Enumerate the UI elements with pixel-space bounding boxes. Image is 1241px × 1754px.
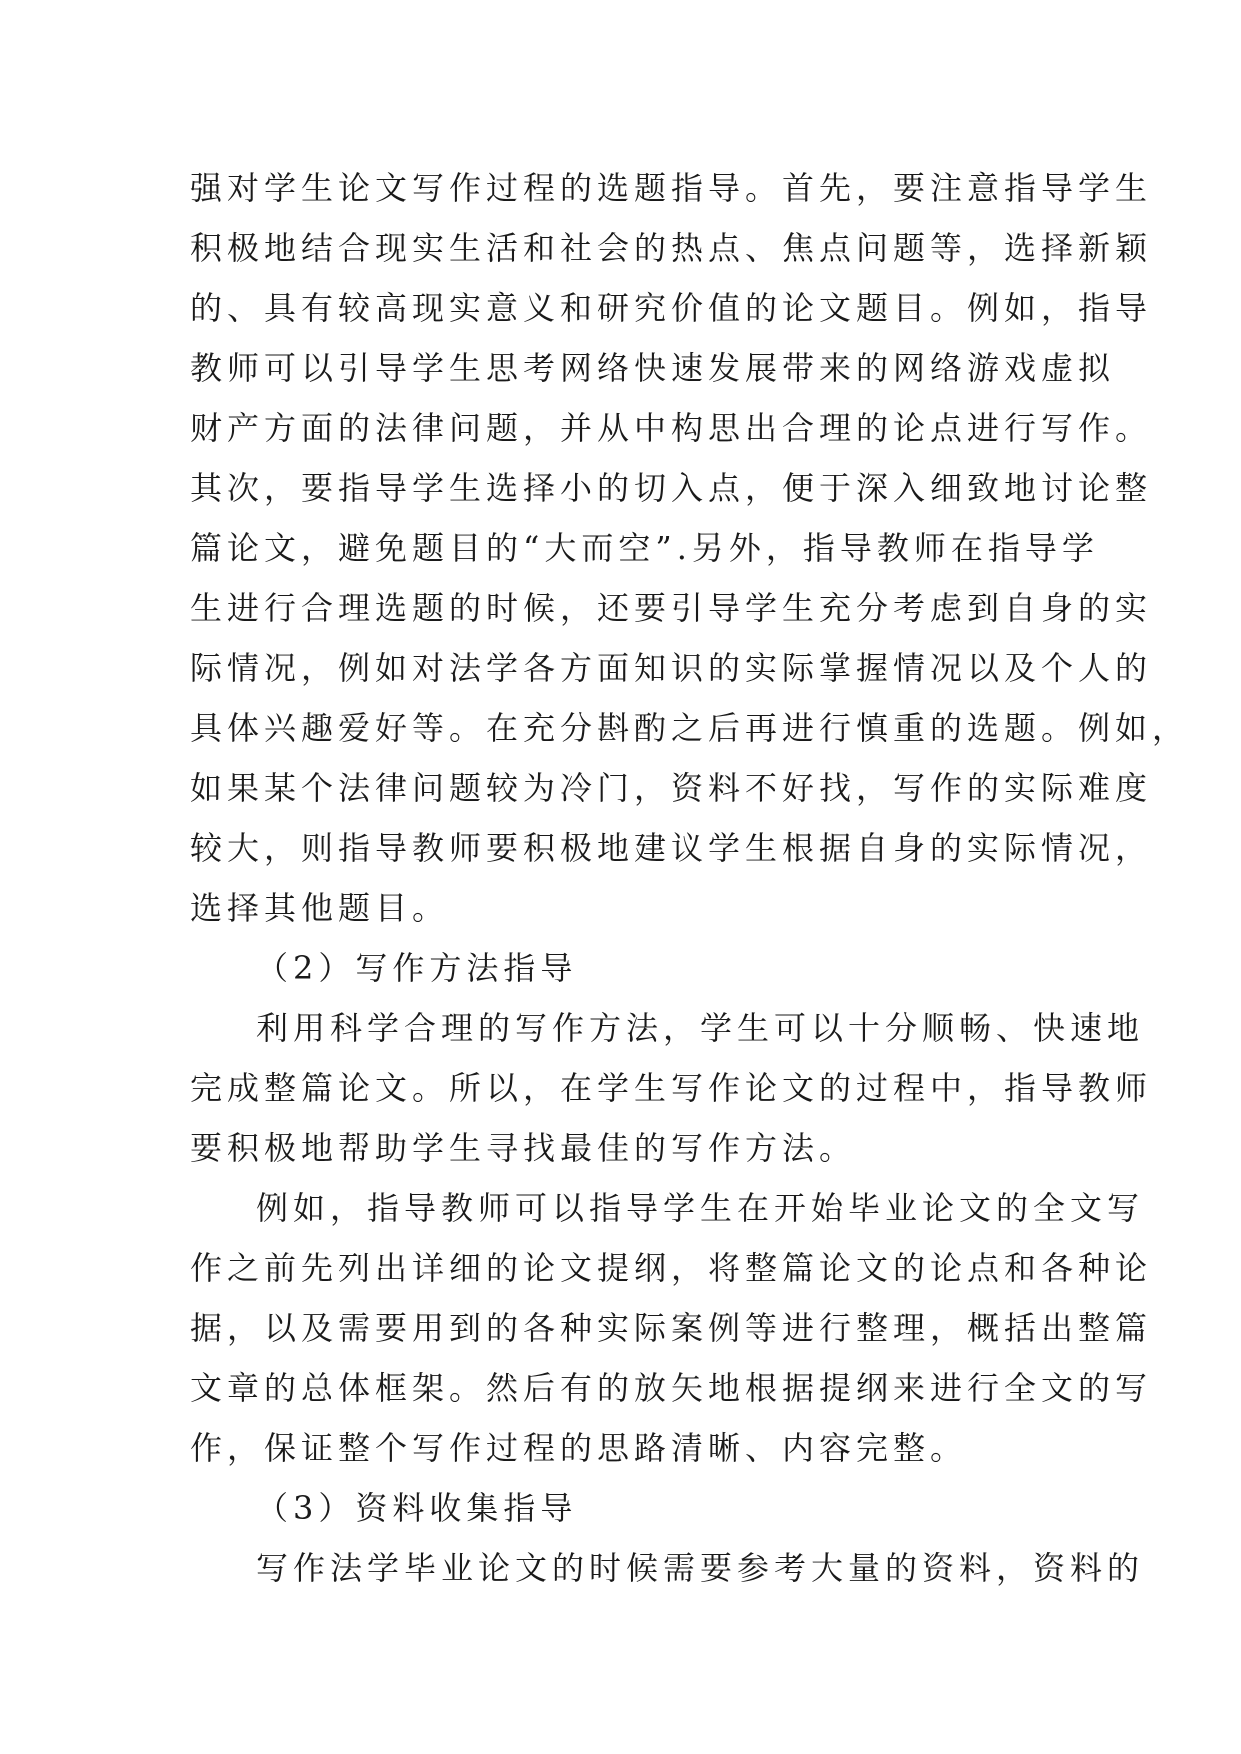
text-line: 如果某个法律问题较为冷门，资料不好找，写作的实际难度	[190, 769, 1153, 807]
body-text	[190, 158, 1190, 1598]
text-line: 生进行合理选题的时候，还要引导学生充分考虑到自身的实	[190, 589, 1153, 627]
text-line: 篇论文，避免题目的“大而空”.另外，指导教师在指导学	[190, 529, 1099, 567]
text-line: 其次，要指导学生选择小的切入点，便于深入细致地讨论整	[190, 469, 1153, 507]
text-line: （2）写作方法指导	[256, 949, 578, 987]
text-line: 完成整篇论文。所以，在学生写作论文的过程中，指导教师	[190, 1069, 1153, 1107]
text-line: 作之前先列出详细的论文提纲，将整篇论文的论点和各种论	[190, 1249, 1153, 1287]
text-line: 文章的总体框架。然后有的放矢地根据提纲来进行全文的写	[190, 1369, 1153, 1407]
text-line: 积极地结合现实生活和社会的热点、焦点问题等，选择新颖	[190, 229, 1153, 267]
text-line: 写作法学毕业论文的时候需要参考大量的资料，资料的	[256, 1549, 1145, 1587]
text-line: 的、具有较高现实意义和研究价值的论文题目。例如，指导	[190, 289, 1153, 327]
text-line: 要积极地帮助学生寻找最佳的写作方法。	[190, 1129, 857, 1167]
text-line: 例如，指导教师可以指导学生在开始毕业论文的全文写	[256, 1189, 1145, 1227]
text-line: 财产方面的法律问题，并从中构思出合理的论点进行写作。	[190, 409, 1153, 447]
text-line: 较大，则指导教师要积极地建议学生根据自身的实际情况，	[190, 829, 1153, 867]
text-line: 强对学生论文写作过程的选题指导。首先，要注意指导学生	[190, 169, 1153, 207]
text-line: 利用科学合理的写作方法，学生可以十分顺畅、快速地	[256, 1009, 1145, 1047]
text-line: 具体兴趣爱好等。在充分斟酌之后再进行慎重的选题。例如，	[190, 709, 1190, 747]
text-line: 教师可以引导学生思考网络快速发展带来的网络游戏虚拟	[190, 349, 1116, 387]
text-line: （3）资料收集指导	[256, 1489, 578, 1527]
text-line: 际情况，例如对法学各方面知识的实际掌握情况以及个人的	[190, 649, 1153, 687]
text-line: 作，保证整个写作过程的思路清晰、内容完整。	[190, 1429, 968, 1467]
text-line: 选择其他题目。	[190, 889, 450, 927]
text-line: 据，以及需要用到的各种实际案例等进行整理，概括出整篇	[190, 1309, 1153, 1347]
